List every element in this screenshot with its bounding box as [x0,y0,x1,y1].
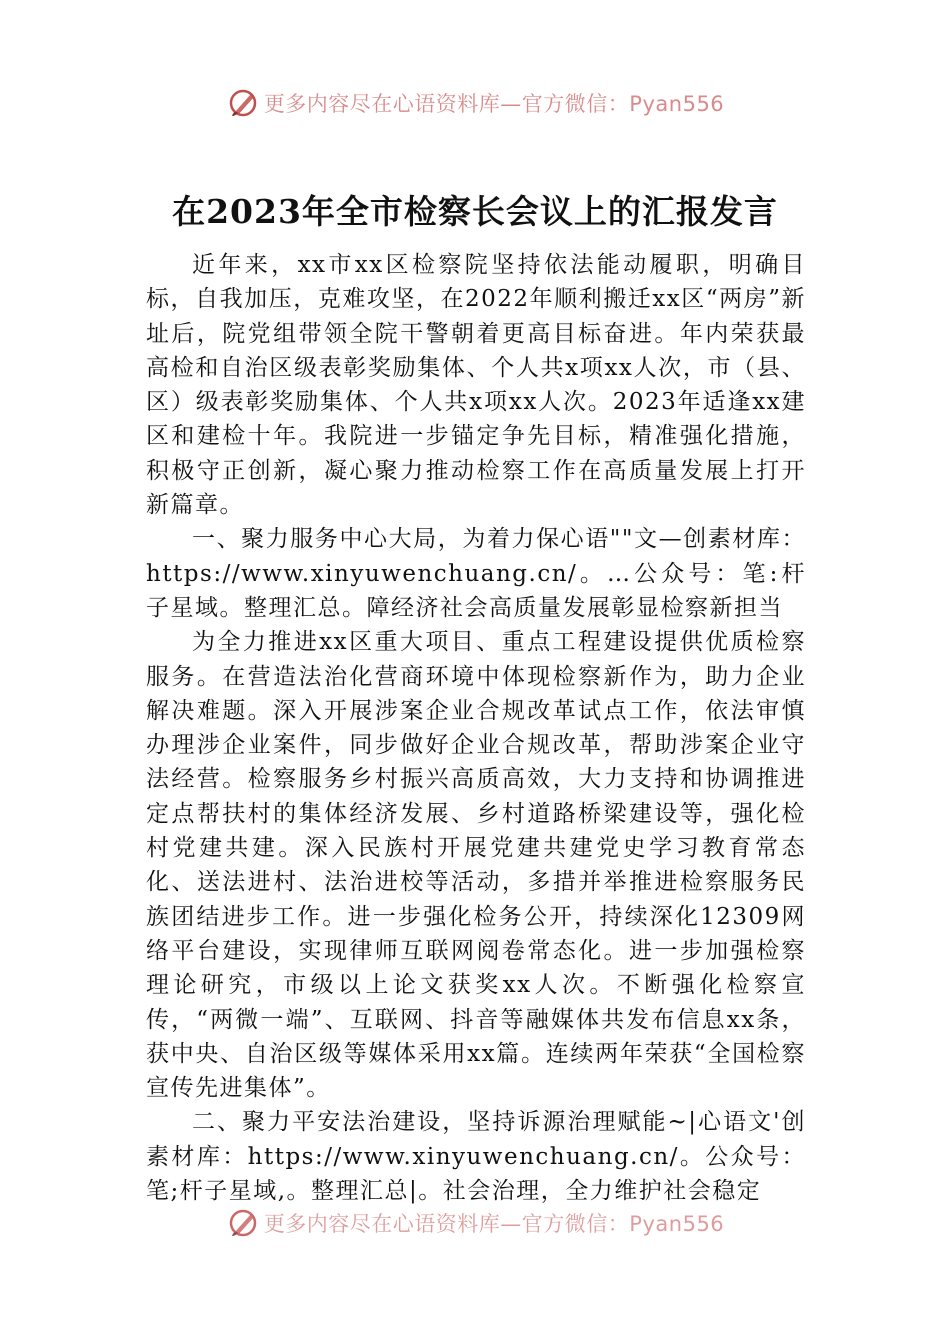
paragraph-section-two-heading: 二、聚力平安法治建设，坚持诉源治理赋能~|心语文'创素材库：https://www.xinyuwenchuang.cn/。公众号：笔;杆子星域,。整理汇总|。社会治理，全力维护社会稳定 [146,1109,806,1205]
watermark-text: 更多内容尽在心语资料库—官方微信：Pyan556 [263,1212,725,1236]
brush-logo-icon [226,1206,260,1240]
paragraph-section-one-body: 为全力推进xx区重大项目、重点工程建设提供优质检察服务。在营造法治化营商环境中体现检察新作为，助力企业解决难题。深入开展涉案企业合规改革试点工作，依法审慎办理涉企业案件，同步做好企业合规改革，帮助涉案企业守法经营。检察服务乡村振兴高质高效，大力支持和协调推进定点帮扶村的集体经济发展、乡村道路桥梁建设等，强化检村党建共建。深入民族村开展党建共建党史学习教育常态化、送法进村、法治进校等活动，多措并举推进检察服务民族团结进步工作。进一步强化检务公开，持续深化12309网络平台建设，实现律师互联网阅卷常态化。进一步加强检察理论研究，市级以上论文获奖xx人次。不断强化检察宣传，“两微一端”、互联网、抖音等融媒体共发布信息xx条，获中央、自治区级等媒体采用xx篇。连续两年荣获“全国检察宣传先进集体”。 [146,629,806,1102]
watermark-header [0,84,950,122]
paragraph-section-one-heading: 一、聚力服务中心大局，为着力保心语""文—创素材库：https://www.xinyuwenchuang.cn/。…公众号：笔:杆子星域。整理汇总。障经济社会高质量发展彰显检察新担当 [146,526,806,621]
document-body [146,248,806,1208]
paragraph-intro: 近年来，xx市xx区检察院坚持依法能动履职，明确目标，自我加压，克难攻坚，在2022年顺利搬迁xx区“两房”新址后，院党组带领全院干警朝着更高目标奋进。年内荣获最高检和自治区级表彰奖励集体、个人共x项xx人次，市（县、区）级表彰奖励集体、个人共x项xx人次。2023年适逢xx建区和建检十年。我院进一步锚定争先目标，精准强化措施，积极守正创新，凝心聚力推动检察工作在高质量发展上打开新篇章。 [146,252,806,519]
brush-logo-icon [226,86,260,120]
watermark-text: 更多内容尽在心语资料库—官方微信：Pyan556 [263,92,725,116]
document-title: 在2023年全市检察长会议上的汇报发言 [172,192,778,231]
watermark-footer [0,1206,950,1240]
